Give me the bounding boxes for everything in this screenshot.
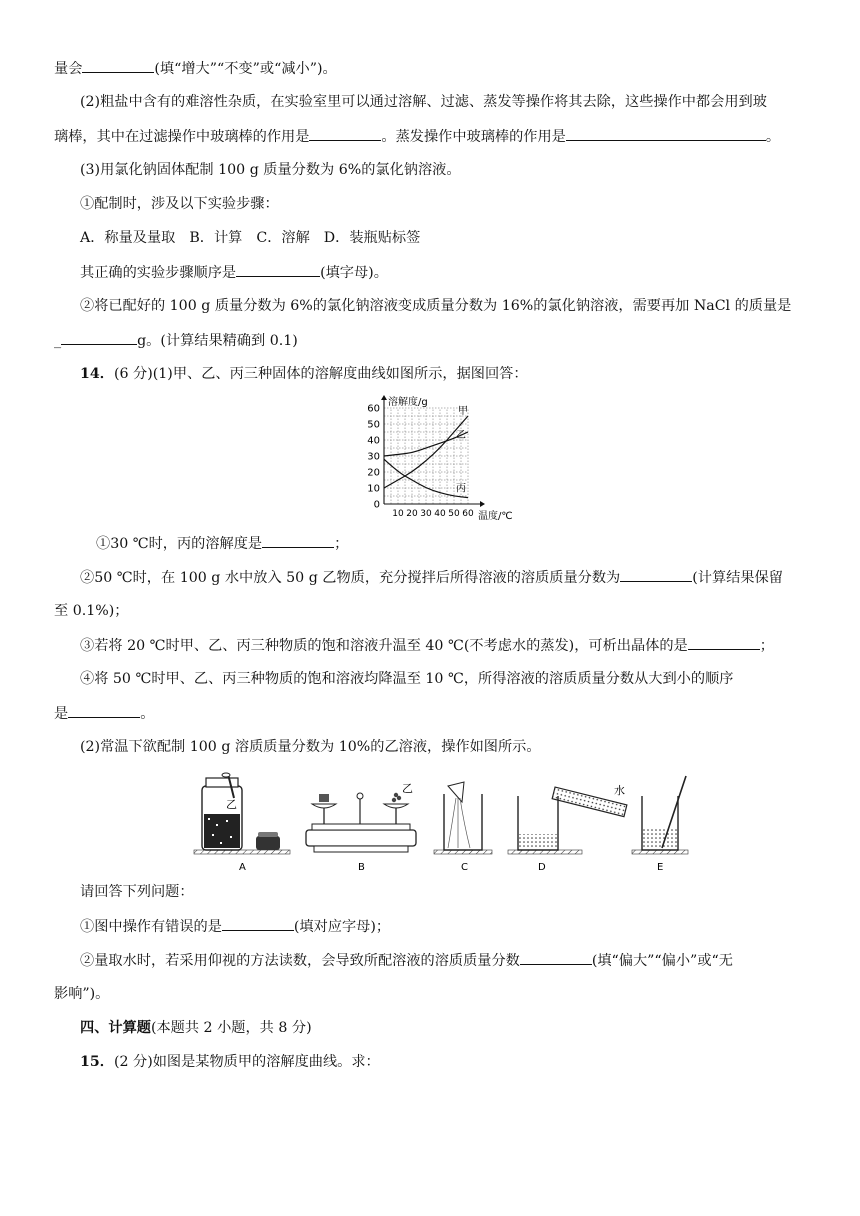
text: 。蒸发操作中玻璃棒的作用是: [381, 129, 566, 145]
ask-line: 请回答下列问题：: [80, 884, 194, 900]
option-a: A．称量及量取: [80, 230, 176, 246]
label-c: C: [461, 862, 468, 873]
balance-label: 乙: [402, 782, 413, 795]
option-b: B．计算: [189, 230, 243, 246]
solubility-chart: [346, 394, 526, 522]
text: _: [54, 333, 62, 349]
series-label-3: 丙: [456, 483, 466, 495]
x-axis-label: 温度/℃: [478, 511, 513, 522]
question-text: (2 分)如图是某物质甲的溶解度曲线。求：: [113, 1054, 380, 1070]
text: (填“增大”“不变”或“减小”)。: [154, 61, 337, 77]
y-axis-arrow: [381, 395, 387, 400]
answer-2: [80, 950, 733, 971]
answer-blank: [520, 950, 592, 965]
line-2: (2)粗盐中含有的难溶性杂质，在实验室里可以通过溶解、过滤、蒸发等操作将其去除，这些操作中都会用到玻: [80, 94, 767, 110]
answer-blank: [222, 916, 294, 931]
question-15: [80, 1052, 380, 1072]
sub-1: [96, 533, 348, 554]
apparatus-a: [194, 773, 290, 873]
answer-blank: [620, 567, 692, 582]
text: ①图中操作有错误的是: [80, 919, 222, 935]
text: (填字母)。: [320, 265, 388, 281]
y-tick-label: 50: [367, 419, 380, 431]
line-4: (3)用氯化钠固体配制 100 g 质量分数为 6%的氯化钠溶液。: [80, 162, 461, 178]
section-title: 四、计算题: [80, 1020, 151, 1036]
question-14: [80, 364, 528, 384]
x-tick-label: 30: [420, 509, 432, 519]
answer-blank: [61, 330, 137, 345]
line-7: [80, 262, 388, 283]
question-text: (6 分)(1)甲、乙、丙三种固体的溶解度曲线如图所示，据图回答：: [113, 366, 528, 382]
line-3: [54, 126, 780, 147]
y-tick-label: 20: [367, 467, 380, 479]
text: ；: [334, 536, 349, 552]
y-tick-label: 0: [373, 499, 380, 511]
y-tick-label: 40: [367, 435, 380, 447]
y-axis-label: 溶解度/g: [388, 397, 428, 408]
part-2: (2)常温下欲配制 100 g 溶质质量分数为 10%的乙溶液，操作如图所示。: [80, 739, 541, 755]
water-label: 水: [614, 784, 625, 797]
text: 。: [765, 129, 781, 145]
text: (填对应字母)；: [293, 919, 391, 935]
text: ①30 ℃时，丙的溶解度是: [96, 536, 263, 552]
y-tick-label: 10: [367, 483, 380, 495]
text: 是: [54, 706, 69, 722]
series-label-1: 甲: [458, 406, 468, 417]
line-8: ②将已配好的 100 g 质量分数为 6%的氯化钠溶液变成质量分数为 16%的氯化钠溶液，需要再加 NaCl 的质量是: [80, 298, 792, 314]
section-heading: [80, 1018, 312, 1038]
chart-ticks: [367, 404, 474, 520]
text: 量会: [54, 61, 83, 77]
text: (计算结果保留: [692, 570, 783, 586]
series-label-2: 乙: [456, 430, 466, 441]
answer-2-cont: 影响”)。: [54, 986, 110, 1002]
x-tick-label: 20: [406, 509, 418, 519]
x-tick-label: 40: [434, 509, 446, 519]
apparatus-d: [508, 783, 627, 873]
answer-blank: [566, 126, 766, 141]
answer-blank: [309, 126, 381, 141]
sub-4: ④将 50 ℃时甲、乙、丙三种物质的饱和溶液均降温至 10 ℃，所得溶液的溶质质量分数从大到小的顺序: [80, 671, 734, 687]
y-tick-label: 30: [367, 451, 380, 463]
y-tick-label: 60: [367, 403, 380, 415]
line-1: [54, 58, 337, 79]
question-number: 14．: [80, 366, 114, 382]
text: ②量取水时，若采用仰视的方法读数，会导致所配溶液的溶质质量分数: [80, 953, 520, 969]
text: (填“偏大”“偏小”或“无: [591, 953, 733, 969]
x-axis-arrow: [480, 501, 485, 507]
text: ；: [759, 638, 774, 654]
text: ②50 ℃时，在 100 g 水中放入 50 g 乙物质，充分搅拌后所得溶液的溶质质量分数为: [80, 570, 621, 586]
option-d: D．装瓶贴标签: [323, 230, 421, 246]
x-tick-label: 10: [392, 509, 404, 519]
line-9: [54, 330, 298, 351]
sub-2: [80, 567, 783, 588]
answer-blank: [68, 703, 140, 718]
answer-blank: [262, 533, 334, 548]
answer-1: [80, 916, 390, 937]
question-number: 15．: [80, 1054, 114, 1070]
label-d: D: [538, 862, 546, 873]
sub-4-cont: [54, 703, 154, 724]
text: 其正确的实验步骤顺序是: [80, 265, 237, 281]
text: 璃棒，其中在过滤操作中玻璃棒的作用是: [54, 129, 310, 145]
bottle-label: 乙: [226, 798, 237, 811]
answer-blank: [688, 635, 760, 650]
apparatus-c: [434, 782, 492, 873]
label-a: A: [239, 862, 246, 873]
apparatus-figure: [190, 772, 690, 878]
x-tick-label: 60: [462, 509, 474, 519]
label-e: E: [657, 862, 664, 873]
answer-blank: [236, 262, 320, 277]
section-note: (本题共 2 小题，共 8 分): [150, 1020, 312, 1036]
text: g。(计算结果精确到 0.1): [137, 333, 298, 349]
answer-blank: [82, 58, 154, 73]
text: ③若将 20 ℃时甲、乙、丙三种物质的饱和溶液升温至 40 ℃(不考虑水的蒸发)，可析出晶体的是: [80, 638, 688, 654]
sub-2-cont: 至 0.1%)；: [54, 603, 129, 619]
line-5: ①配制时，涉及以下实验步骤：: [80, 196, 279, 212]
options-line: [80, 228, 420, 248]
sub-3: [80, 635, 774, 656]
apparatus-b: [306, 782, 416, 873]
apparatus-e: [632, 776, 688, 873]
option-c: C．溶解: [256, 230, 310, 246]
text: 。: [140, 706, 155, 722]
x-tick-label: 50: [448, 509, 460, 519]
label-b: B: [358, 862, 365, 873]
